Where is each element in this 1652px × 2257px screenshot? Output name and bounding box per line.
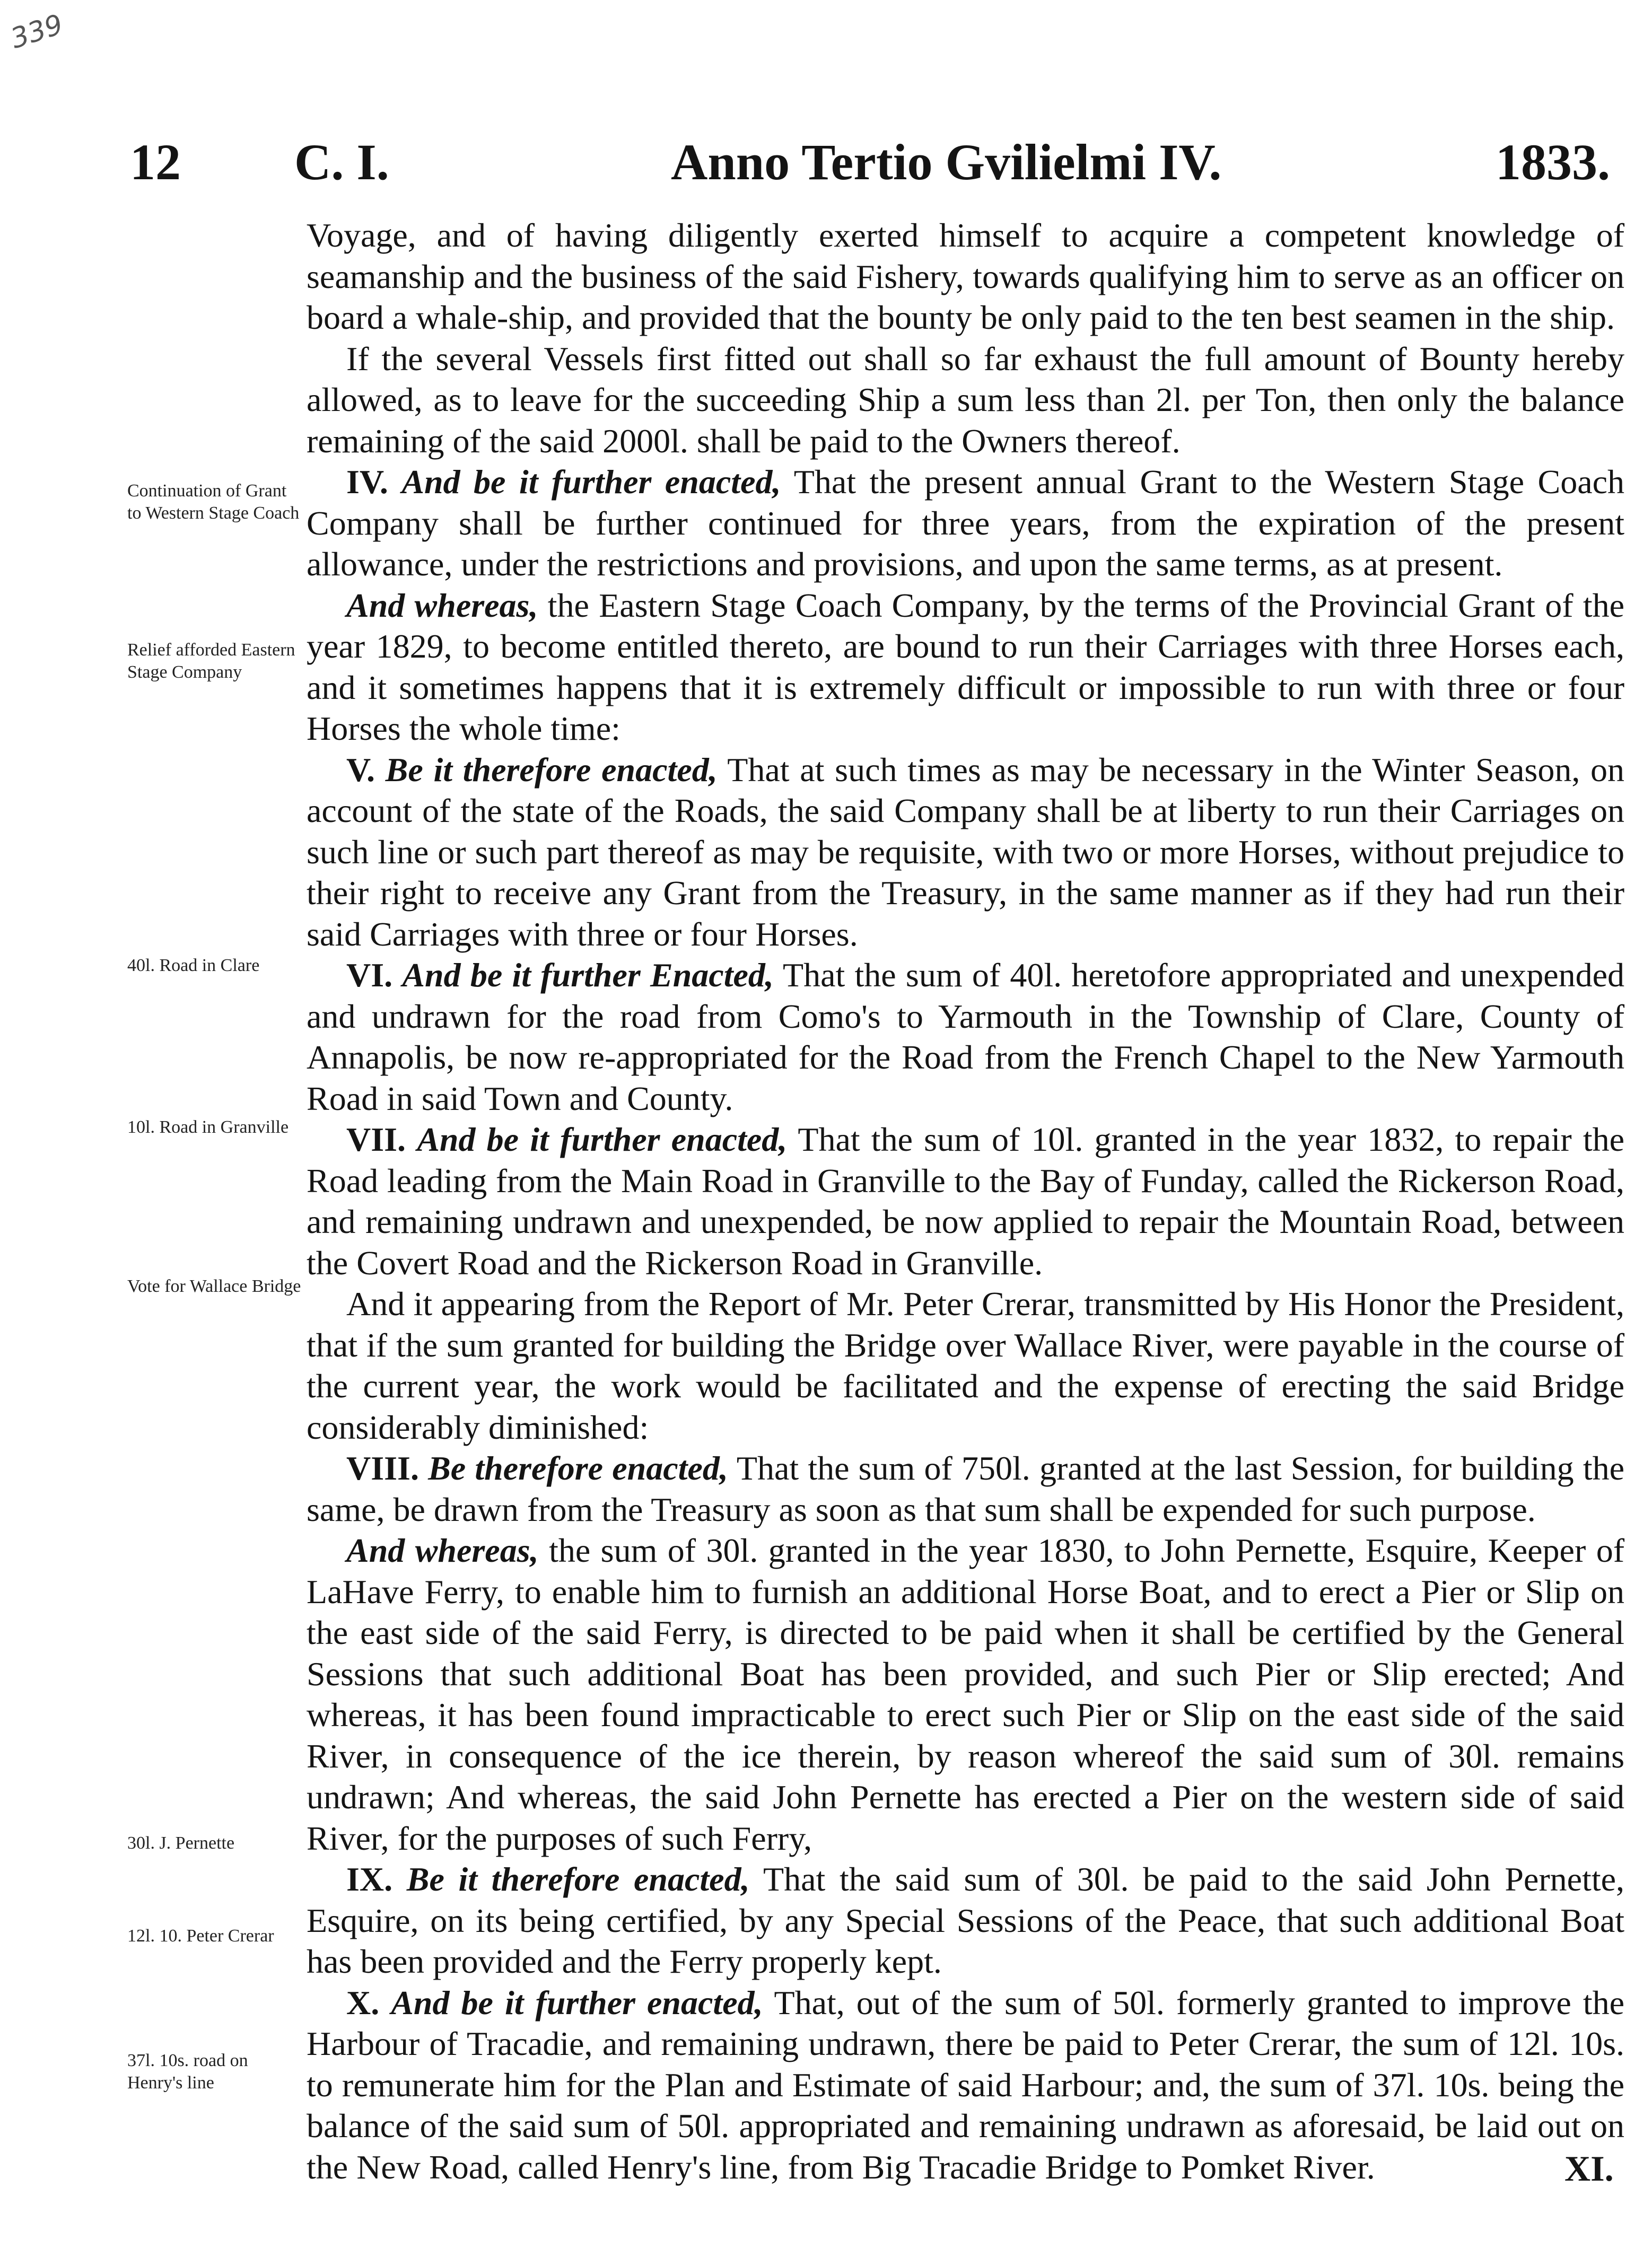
whereas-clause: And whereas, [346, 586, 538, 624]
enacting-clause: And be it further enacted, [391, 1983, 763, 2022]
enacting-clause: And be it further enacted, [401, 463, 781, 501]
margin-note: 30l. J. Pernette [127, 1833, 235, 1853]
paragraph-text: the Eastern Stage Coach Company, by the terms of the Provincial Grant of the year 1829, to become entitled thereto, are bound to run their Carriages with three Horses each, and it sometimes happens that it is extremely difficult or impossible to run with three or four Horses the whole time: [307, 586, 1625, 747]
paragraph [307, 338, 1624, 462]
page-number: 12 [130, 134, 181, 190]
section-viii [307, 1448, 1624, 1530]
paragraph-text: That the sum of 40l. heretofore appropriated and unexpended and undrawn for the road from Como's to Yarmouth in the Township of Clare, County of Annapolis, be now re-appropriated for the Road from the French Chapel to the New Yarmouth Road in said Town and County. [307, 956, 1625, 1117]
paragraph-text: That the sum of 10l. granted in the year 1832, to repair the Road leading from the Main Road in Granville to the Bay of Funday, called the Rickerson Road, and remaining undrawn and unexpended, be now applied to repair the Mountain Road, between the Covert Road and the Rickerson Road in Granville. [307, 1121, 1625, 1282]
preamble-wallace-bridge [307, 1283, 1624, 1448]
handwritten-annotation: 339 [7, 8, 67, 55]
year: 1833. [1496, 134, 1610, 190]
paragraph-text: If the several Vessels first fitted out shall so far exhaust the full amount of Bounty hereby allowed, as to leave for the succeeding Ship a sum less than 2l. per Ton, then only the balance remaining of the said 2000l. shall be paid to the Owners thereof. [307, 339, 1624, 460]
section-number: VII. [346, 1121, 406, 1158]
paragraph-text: That the sum of 750l. granted at the last Session, for building the same, be drawn from the Treasury as soon as that sum shall be expended for such purpose. [307, 1449, 1625, 1528]
section-number: IV. [346, 463, 388, 501]
paragraph-text: And it appearing from the Report of Mr. Peter Crerar, transmitted by His Honor the President, that if the sum granted for building the Bridge over Wallace River, were payable in the course of the current year, the work would be facilitated and the expense of erecting the said Bridge considerably diminished: [307, 1285, 1624, 1446]
section-number: VIII. [346, 1449, 419, 1487]
preamble-pernette [307, 1530, 1624, 1859]
section-vii [307, 1119, 1624, 1283]
enacting-clause: And be it further Enacted, [402, 956, 774, 994]
section-number: V. [346, 750, 375, 789]
whereas-clause: And whereas, [346, 1532, 539, 1569]
paragraph-text: That the present annual Grant to the Western Stage Coach Company shall be further continued for three years, from the expiration of the present allowance, under the restrictions and provisions, and upon the same terms, as at present. [307, 463, 1625, 583]
margin-note: 40l. Road in Clare [127, 956, 260, 975]
margin-note: Relief afforded Eastern Stage Company [127, 640, 295, 682]
section-iv [307, 461, 1624, 585]
enacting-clause: Be it therefore enacted, [406, 1860, 750, 1898]
paragraph-text: That, out of the sum of 50l. formerly granted to improve the Harbour of Tracadie, and remaining undrawn, there be paid to Peter Crerar, the sum of 12l. 10s. to remunerate him for the Plan and Estimate of said Harbour; and, the sum of 37l. 10s. being the balance of the said sum of 50l. appropriated and remaining undrawn as aforesaid, be laid out on the New Road, called Henry's line, from Big Tracadie Bridge to Pomket River. [307, 1983, 1625, 2186]
enacting-clause: Be it therefore enacted, [385, 750, 718, 789]
section-number: IX. [346, 1860, 393, 1898]
enacting-clause: Be therefore enacted, [428, 1449, 728, 1487]
section-v [307, 749, 1624, 955]
catchword: XI. [1564, 2148, 1614, 2189]
paragraph [307, 215, 1624, 338]
page-title: Anno Tertio Gvilielmi IV. [671, 134, 1222, 190]
margin-note: 10l. Road in Granville [127, 1117, 289, 1137]
section-number: VI. [346, 956, 393, 994]
section-x [307, 1982, 1624, 2188]
section-vi [307, 955, 1624, 1119]
section-number: X. [346, 1983, 380, 2022]
preamble-eastern-stage [307, 585, 1624, 749]
enacting-clause: And be it further enacted, [417, 1121, 788, 1158]
paragraph-text: the sum of 30l. granted in the year 1830, to John Pernette, Esquire, Keeper of LaHave Ferry, to enable him to furnish an additional Horse Boat, and to erect a Pier or Slip on the east side of the said Ferry, is directed to be paid when it shall be certified by the General Sessions that such additional Boat has been provided, and such Pier or Slip erected; And whereas, it has been found impracticable to erect such Pier or Slip on the east side of the said River, in consequence of the ice therein, by reason whereof the said sum of 30l. remains undrawn; And whereas, the said John Pernette has erected a Pier on the western side of said River, for the purposes of such Ferry, [307, 1532, 1625, 1857]
margin-note: 12l. 10. Peter Crerar [127, 1926, 274, 1946]
margin-note: 37l. 10s. road on Henry's line [127, 2051, 248, 2093]
chapter-number: C. I. [294, 134, 389, 190]
paragraph-text: Voyage, and of having diligently exerted himself to acquire a competent knowledge of seamanship and the business of the said Fishery, towards qualifying him to serve as an officer on board a whale-ship, and provided that the bounty be only paid to the ten best seamen in the ship. [307, 216, 1624, 336]
section-ix [307, 1859, 1624, 1982]
running-header [0, 133, 1652, 207]
paragraph-text: That the said sum of 30l. be paid to the said John Pernette, Esquire, on its being certified, by any Special Sessions of the Peace, that such additional Boat has been provided and the Ferry properly kept. [307, 1860, 1625, 1980]
margin-note: Continuation of Grant to Western Stage Coach [127, 481, 300, 523]
margin-note: Vote for Wallace Bridge [127, 1276, 301, 1296]
body-text [307, 215, 1624, 2188]
paragraph-text: That at such times as may be necessary in the Winter Season, on account of the state of the Roads, the said Company shall be at liberty to run their Carriages on such line or such part thereof as may be requisite, with two or more Horses, without prejudice to their right to receive any Grant from the Treasury, in the same manner as if they had run their said Carriages with three or four Horses. [307, 750, 1625, 953]
